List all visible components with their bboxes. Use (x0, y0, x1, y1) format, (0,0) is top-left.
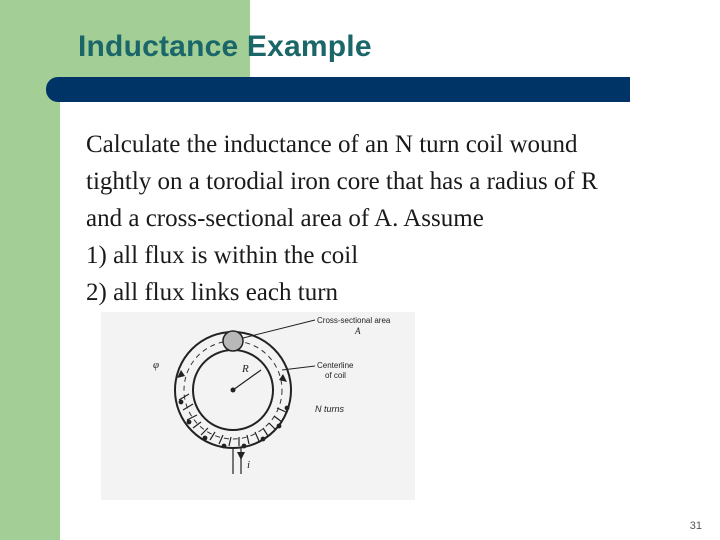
radius-label: R (242, 363, 249, 375)
figure-background (101, 312, 415, 500)
body-line: tightly on a torodial iron core that has a radius of R (86, 168, 598, 195)
toroid-figure (101, 312, 415, 500)
n-turns-label: N turns (315, 404, 345, 414)
page-number: 31 (689, 520, 702, 532)
flux-label: φ (153, 359, 160, 371)
centerline-label-line1: Centerline (317, 361, 354, 370)
body-line: Calculate the inductance of an N turn coil wound (86, 131, 578, 158)
current-label: i (247, 459, 251, 471)
slide-body (86, 126, 686, 311)
body-line: 1) all flux is within the coil (86, 242, 359, 269)
slide-title: Inductance Example (78, 30, 372, 63)
cross-section-label-line2: A (355, 326, 361, 336)
body-line: 2) all flux links each turn (86, 279, 339, 306)
centerline-label-line2: of coil (325, 371, 346, 380)
body-line: and a cross-sectional area of A. Assume (86, 205, 484, 232)
center-point (231, 388, 236, 393)
cross-section-label-line1: Cross-sectional area (317, 316, 391, 325)
title-underline-bar (46, 77, 630, 102)
cross-section-area (223, 331, 243, 351)
